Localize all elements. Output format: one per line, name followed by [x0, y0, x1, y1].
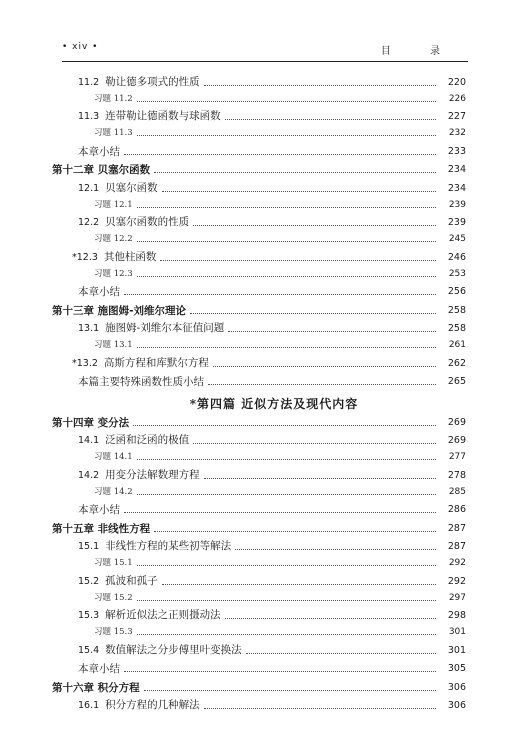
leader-dots — [204, 85, 436, 86]
entry-text: 施图姆-刘维尔本征值问题 — [105, 322, 225, 334]
toc-entry-section[interactable] — [52, 176, 466, 195]
entry-text: 本章小结 — [78, 145, 120, 158]
toc-entry-title — [52, 339, 133, 351]
page-number: 246 — [447, 251, 466, 263]
leader-dots — [137, 634, 436, 635]
toc-entry-section[interactable] — [52, 429, 466, 448]
page-number: 297 — [448, 592, 466, 603]
leader-dots — [137, 600, 436, 601]
leader-dots — [133, 425, 436, 426]
toc-entry-section[interactable] — [52, 211, 466, 230]
toc-entry-exercise[interactable] — [52, 264, 466, 280]
entry-text: 习题 13.1 — [94, 340, 133, 350]
running-title: 目 录 — [380, 46, 458, 57]
toc-entry-title — [52, 434, 189, 447]
leader-dots — [228, 331, 436, 332]
leader-dots — [193, 225, 436, 226]
section-number: 12.1 — [78, 182, 100, 194]
toc-entry-title — [52, 216, 189, 229]
leader-dots — [137, 241, 436, 242]
toc-entry-title — [52, 486, 133, 498]
page-number: 301 — [447, 644, 466, 656]
section-number: *13.2 — [72, 357, 98, 369]
toc-entry-title — [52, 663, 120, 675]
toc-entry-section[interactable] — [52, 694, 466, 713]
leader-dots — [137, 135, 436, 136]
toc-entry-title — [52, 357, 209, 370]
entry-text: 习题 12.2 — [94, 234, 133, 244]
page-number: 232 — [448, 128, 466, 138]
entry-text: 习题 14.1 — [94, 452, 133, 462]
entry-text: 解析近似法之正则摄动法 — [105, 609, 221, 621]
entry-text: 第十四章 变分法 — [52, 416, 130, 429]
entry-text: 勒让德多项式的性质 — [105, 75, 200, 88]
toc-entry-title — [160, 398, 358, 410]
leader-dots — [137, 276, 436, 277]
leader-dots — [193, 443, 436, 444]
toc-entry-title — [52, 146, 120, 158]
section-number: 15.4 — [78, 644, 100, 656]
toc-entry-title — [52, 682, 140, 694]
leader-dots — [213, 366, 436, 367]
section-number: 14.2 — [78, 469, 100, 481]
leader-dots — [208, 384, 436, 385]
page-number: 265 — [447, 376, 466, 387]
toc-entry-title — [52, 251, 156, 264]
entry-text: 习题 15.3 — [94, 627, 133, 637]
toc-entry-title — [52, 76, 200, 89]
toc-entry-exercise[interactable] — [52, 229, 466, 245]
entry-text: 高斯方程和库默尔方程 — [103, 356, 209, 369]
toc-entry-section[interactable] — [52, 351, 466, 370]
toc-entry-exercise[interactable] — [52, 335, 466, 351]
page-number: 269 — [447, 435, 466, 446]
toc-entry-exercise[interactable] — [52, 123, 466, 139]
section-number: 15.3 — [78, 610, 100, 621]
toc-entry-title — [52, 199, 133, 211]
page-number-marker: • xiv • — [62, 42, 99, 52]
page-number: 306 — [447, 681, 466, 693]
page-number: 226 — [448, 93, 466, 104]
toc-entry-chapter[interactable] — [52, 516, 466, 535]
entry-text: 连带勒让德函数与球函数 — [105, 110, 221, 122]
page-number: 292 — [447, 575, 466, 587]
toc-entry-section[interactable] — [52, 245, 466, 264]
toc-entry-exercise[interactable] — [52, 447, 466, 463]
page-number: 227 — [447, 111, 466, 122]
toc-entry-title — [52, 644, 242, 657]
toc-entry-title — [52, 268, 133, 280]
toc-entry-title — [52, 322, 224, 335]
page-number: 301 — [448, 627, 466, 637]
toc-entry-title — [52, 93, 133, 105]
toc-entry-summary[interactable] — [52, 280, 466, 299]
page-number: 287 — [447, 522, 466, 534]
toc-entry-title — [52, 286, 120, 298]
page-number: 258 — [447, 323, 466, 334]
page-header — [62, 42, 458, 56]
toc-entry-title — [52, 557, 133, 569]
page-number: 261 — [448, 340, 466, 350]
leader-dots — [204, 478, 436, 479]
entry-text: 孤波和孤子 — [105, 574, 158, 587]
page-number: 306 — [447, 700, 466, 711]
toc-entry-title — [52, 699, 200, 712]
entry-text: 习题 11.2 — [94, 93, 133, 104]
page-number: 278 — [447, 469, 466, 481]
toc-entry-chapter[interactable] — [52, 298, 466, 317]
leader-dots — [225, 618, 436, 619]
section-number: 16.1 — [78, 700, 100, 711]
toc-entry-title — [52, 233, 133, 245]
page-number: 292 — [448, 558, 466, 568]
toc-entry-title — [52, 110, 221, 123]
page-number: 239 — [448, 199, 466, 210]
toc-entry-summary[interactable] — [52, 498, 466, 517]
page-number: 286 — [447, 504, 466, 515]
entry-text: 习题 14.2 — [94, 486, 133, 497]
part-heading — [52, 388, 466, 410]
entry-text: 本章小结 — [78, 663, 120, 675]
leader-dots — [137, 101, 436, 102]
entry-text: 第十三章 施图姆-刘维尔理论 — [52, 304, 187, 317]
leader-dots — [137, 459, 436, 460]
toc-entry-summary[interactable] — [52, 657, 466, 676]
page-number: 245 — [448, 234, 466, 244]
entry-text: 习题 12.3 — [94, 268, 133, 279]
page-number: 298 — [447, 610, 466, 621]
toc-entry-section[interactable] — [52, 604, 466, 623]
toc-entry-exercise[interactable] — [52, 588, 466, 604]
toc-entry-title — [52, 609, 221, 622]
entry-text: 其他柱函数 — [103, 250, 157, 263]
leader-dots — [225, 119, 436, 120]
toc-entry-title — [52, 523, 150, 535]
section-number: 15.2 — [78, 575, 100, 587]
page-number: 285 — [448, 486, 466, 497]
toc-entry-exercise[interactable] — [52, 622, 466, 638]
toc-entry-title — [52, 592, 133, 604]
toc-entry-chapter[interactable] — [52, 158, 466, 177]
entry-text: 积分方程的几种解法 — [105, 699, 200, 711]
entry-text: 贝塞尔函数 — [105, 181, 158, 194]
section-number: 13.1 — [78, 323, 100, 334]
page-number: 234 — [447, 182, 466, 194]
toc-entry-section[interactable] — [52, 535, 466, 554]
toc-entry-title — [52, 182, 158, 195]
leader-dots — [124, 671, 436, 672]
entry-text: 习题 15.1 — [94, 558, 133, 568]
entry-text: 习题 11.3 — [94, 128, 133, 138]
header-rule — [62, 61, 468, 62]
entry-text: 第十五章 非线性方程 — [52, 522, 151, 535]
table-of-contents — [52, 70, 466, 712]
page-number: 258 — [447, 304, 466, 316]
leader-dots — [246, 653, 436, 654]
entry-text: 第十六章 积分方程 — [52, 681, 140, 694]
page-number: 220 — [447, 76, 466, 88]
leader-dots — [137, 494, 436, 495]
toc-entry-title — [52, 540, 231, 553]
entry-text: 数值解法之分步傅里叶变换法 — [105, 643, 242, 656]
toc-entry-section[interactable] — [52, 463, 466, 482]
toc-entry-section[interactable] — [52, 638, 466, 657]
toc-entry-exercise[interactable] — [52, 482, 466, 498]
toc-entry-section[interactable] — [52, 569, 466, 588]
entry-text: 习题 15.2 — [94, 592, 133, 603]
entry-text: 用变分法解数理方程 — [105, 468, 200, 481]
section-number: 11.3 — [78, 111, 100, 122]
page-number: 277 — [448, 452, 466, 462]
page-number: 269 — [447, 416, 466, 428]
toc-entry-title — [52, 451, 133, 463]
leader-dots — [204, 708, 436, 709]
page-number: 256 — [447, 286, 466, 297]
leader-dots — [124, 512, 436, 513]
leader-dots — [160, 260, 436, 261]
leader-dots — [154, 172, 436, 173]
page-number: 253 — [448, 268, 466, 279]
toc-entry-exercise[interactable] — [52, 195, 466, 211]
page-number: 239 — [447, 217, 466, 228]
entry-text: 习题 12.1 — [94, 199, 133, 210]
leader-dots — [124, 294, 436, 295]
entry-text: *第四篇 近似方法及现代内容 — [189, 397, 359, 411]
leader-dots — [137, 347, 436, 348]
toc-entry-title — [52, 164, 150, 176]
toc-entry-title — [52, 127, 133, 139]
toc-entry-exercise[interactable] — [52, 89, 466, 105]
toc-entry-chapter[interactable] — [52, 675, 466, 694]
section-number: *12.3 — [72, 251, 98, 263]
toc-entry-title — [52, 469, 200, 482]
toc-entry-exercise[interactable] — [52, 553, 466, 569]
entry-text: 本篇主要特殊函数性质小结 — [78, 376, 204, 388]
section-number: 15.1 — [78, 541, 100, 552]
page-number: 233 — [447, 145, 466, 157]
leader-dots — [235, 549, 436, 550]
toc-entry-title — [52, 626, 133, 638]
page-number: 287 — [447, 541, 466, 552]
toc-entry-title — [52, 417, 129, 429]
toc-entry-section[interactable] — [52, 105, 466, 124]
toc-entry-title — [52, 504, 120, 516]
leader-dots — [162, 584, 436, 585]
page-number: 234 — [447, 164, 466, 175]
section-number: 14.1 — [78, 435, 100, 446]
leader-dots — [137, 565, 436, 566]
toc-entry-title — [52, 376, 204, 388]
toc-entry-summary[interactable] — [52, 139, 466, 158]
page-number: 305 — [447, 663, 466, 674]
entry-text: 第十二章 贝塞尔函数 — [52, 164, 151, 176]
section-number: 12.2 — [78, 217, 100, 228]
toc-entry-summary[interactable] — [52, 370, 466, 389]
leader-dots — [124, 154, 436, 155]
leader-dots — [154, 531, 436, 532]
entry-text: 本章小结 — [78, 504, 120, 516]
toc-entry-title — [52, 575, 158, 588]
leader-dots — [162, 191, 436, 192]
toc-entry-section[interactable] — [52, 317, 466, 336]
toc-entry-section[interactable] — [52, 70, 466, 89]
entry-text: 本章小结 — [78, 286, 120, 298]
toc-entry-title — [52, 305, 186, 317]
entry-text: 非线性方程的某些初等解法 — [105, 540, 232, 552]
leader-dots — [137, 207, 436, 208]
leader-dots — [190, 313, 436, 314]
toc-entry-chapter[interactable] — [52, 410, 466, 429]
section-number: 11.2 — [78, 76, 100, 88]
entry-text: 泛函和泛函的极值 — [105, 434, 190, 446]
leader-dots — [144, 690, 436, 691]
page-number: 262 — [447, 357, 466, 369]
entry-text: 贝塞尔函数的性质 — [105, 216, 190, 228]
